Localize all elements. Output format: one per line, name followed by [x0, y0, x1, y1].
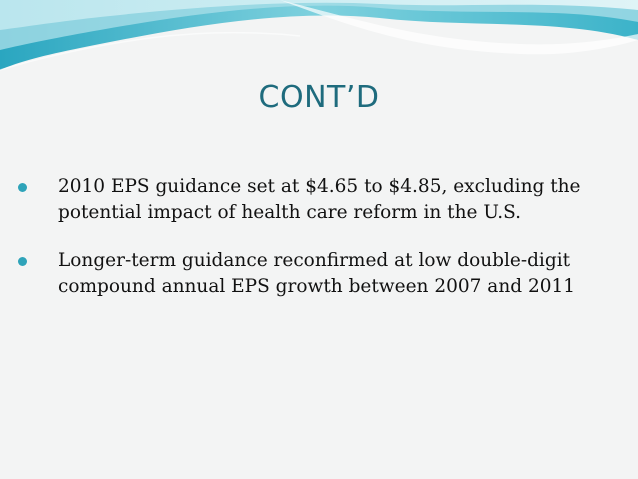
slide-title — [0, 80, 638, 115]
bullet-text: 2010 EPS guidance set at $4.65 to $4.85, excluding the potential impact of health care reform in the U.S. — [58, 176, 581, 223]
list-item — [18, 248, 618, 300]
bullet-text: Longer-term guidance reconfirmed at low double-digit compound annual EPS growth between 2007 and 2011 — [58, 250, 576, 297]
wave-header-decoration — [0, 0, 638, 90]
bullet-dot-icon — [18, 257, 27, 266]
list-item — [18, 174, 618, 226]
bullet-dot-icon — [18, 183, 27, 192]
bullet-list — [18, 174, 618, 322]
slide-title-text: CONT’D — [258, 80, 380, 115]
